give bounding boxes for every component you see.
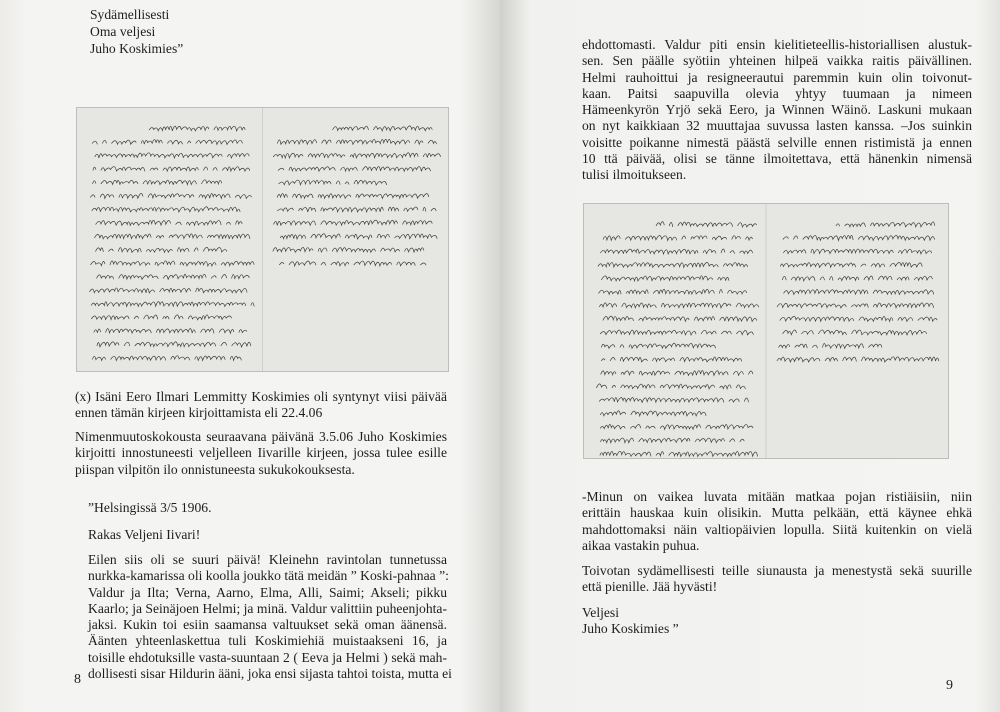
handwriting-stroke <box>97 342 251 347</box>
handwriting-stroke <box>783 330 927 335</box>
handwriting-stroke <box>782 276 932 281</box>
handwriting-stroke <box>783 235 935 240</box>
handwriting-stroke <box>784 290 934 295</box>
text-line: mahdottomaksi näin valtiopäivien lopulla. Siitä kuitenkin on vielä <box>582 521 972 537</box>
handwriting-stroke <box>92 207 240 212</box>
handwriting-stroke <box>601 370 758 375</box>
handwriting-stroke <box>277 139 436 144</box>
handwriting-stroke <box>278 180 386 185</box>
handwriting-stroke <box>94 234 255 239</box>
text-line: että pienille. Jää hyvästi! <box>582 579 718 595</box>
handwriting-stroke <box>596 384 745 389</box>
handwriting-stroke <box>598 263 748 268</box>
handwriting-stroke <box>600 438 744 443</box>
text-line: Valdur ja Ilta; Verna, Aarno, Elma, Alli, Saimi; Akseli; pikku <box>88 584 447 600</box>
footnote <box>75 389 447 422</box>
text-line: Veljesi <box>582 605 619 620</box>
handwriting-stroke <box>779 343 882 348</box>
handwriting-stroke <box>273 247 429 252</box>
text-line: Nimenmuutoskokousta seuraavana päivänä 3.5.06 Juho Koskimies <box>75 429 447 444</box>
text-line: Eilen siis oli se suuri päivä! Kleinehn ravintolan tunnetussa <box>88 552 447 567</box>
text-line: kaan. Paitsi saapuvilla olevia yhtyy tuumaan ja nimeen <box>582 85 972 101</box>
text-line: 10 ttä päivää, olisi se tänne ilmoitettava, että hänenkin nimensä <box>582 151 972 167</box>
handwriting-stroke <box>780 263 927 268</box>
intro-paragraph <box>75 429 447 478</box>
handwriting-stroke <box>280 234 437 239</box>
text-line: toisille ehdotuksille vasta-suuntaan 2 ( Eeva ja Helmi ) sekä mah- <box>88 649 447 665</box>
letter-body <box>88 552 452 682</box>
handwriting-stroke <box>92 140 242 145</box>
handwriting-stroke <box>333 126 433 131</box>
letter-continuation <box>582 37 972 184</box>
right-page <box>500 0 1000 712</box>
handwriting-stroke <box>277 194 429 199</box>
handwriting-stroke <box>656 222 757 227</box>
handwriting-stroke <box>90 193 251 198</box>
handwriting-stroke <box>783 249 931 254</box>
handwriting-stroke <box>600 424 753 429</box>
handwriting-stroke <box>600 451 758 456</box>
letter-paragraph-3 <box>582 563 972 596</box>
handwritten-letter-scan-2 <box>583 203 949 459</box>
handwriting-stroke <box>90 288 248 293</box>
handwritten-letter-scan-1 <box>76 107 449 372</box>
text-line: erittäin hauskaa kuin olisikin. Mutta pelkään, että käynee ehkä <box>582 505 972 521</box>
handwriting-stroke <box>600 330 753 335</box>
text-line: kirjoitti innostuneesti veljelleen Iivarille kirjeen, jossa tulee esille <box>75 445 447 461</box>
handwriting-stroke <box>91 302 254 307</box>
text-line: ennen tämän kirjeen kirjoittamista eli 22.4.06 <box>75 405 323 421</box>
text-line: on nyt kaikkiaan 32 muuttajaa suvussa lasten kanssa. –Jos suinkin <box>582 118 972 134</box>
handwriting-stroke <box>91 315 236 320</box>
text-line: Juho Koskimies ” <box>582 621 679 637</box>
handwriting-stroke <box>92 356 241 361</box>
text-line: Hämeenkyrön Yrjö sekä Eero, ja Winnen Wäinö. Laskuni mukaan <box>582 102 972 118</box>
handwriting-stroke <box>279 261 426 266</box>
text-line: (x) Isäni Eero Ilmari Lemmitty Koskimies oli syntynyt viisi päivää <box>75 389 447 404</box>
letter-date: ”Helsingissä 3/5 1906. <box>88 500 212 515</box>
signoff <box>582 605 679 638</box>
handwriting-stroke <box>600 411 711 416</box>
text-line: nurkka-kamarissa oli koolla joukko tätä meidän ” Koski-pahnaa ”: <box>88 568 449 584</box>
handwriting-stroke <box>599 397 748 402</box>
handwriting-stroke <box>274 220 433 225</box>
handwriting-stroke <box>91 261 255 266</box>
page-number: 8 <box>74 672 81 687</box>
text-line: Helmi rauhoittui ja resigneerautui paremmin kuin olin toivonut- <box>582 69 972 85</box>
text-line: jaksi. Kukin toi esiin saamansa valtuukset sekä oman äänensä. <box>88 617 447 633</box>
letter-paragraph-2 <box>582 489 972 554</box>
handwriting-stroke <box>95 247 226 252</box>
handwriting-stroke <box>95 153 254 158</box>
text-line: Oma veljesi <box>90 24 156 39</box>
handwriting-stroke <box>777 357 939 362</box>
handwriting-stroke <box>93 167 255 172</box>
handwriting-stroke <box>599 303 758 308</box>
text-line: aikaa vastakin puhua. <box>582 537 700 553</box>
handwriting-stroke <box>603 236 752 241</box>
text-line: Sydämellisesti <box>90 7 170 22</box>
handwriting-image <box>77 108 448 371</box>
text-line: Toivotan sydämellisesti teille siunausta ja menestystä sekä suurille <box>582 563 972 578</box>
handwriting-stroke <box>277 207 441 212</box>
handwriting-stroke <box>836 222 940 227</box>
handwriting-stroke <box>780 316 942 321</box>
closing-lines <box>90 6 183 57</box>
handwriting-stroke <box>601 343 715 348</box>
handwriting-stroke <box>600 249 752 254</box>
handwriting-stroke <box>601 357 741 362</box>
text-line: piispan vilpitön ilo onnistuneesta sukukokouksesta. <box>75 461 355 477</box>
text-line: Juho Koskimies” <box>90 41 184 56</box>
handwriting-stroke <box>777 303 934 308</box>
page-number: 9 <box>946 678 953 693</box>
text-line: Äänten yhteenlaskettua tuli Koskimiehiä muistaakseni 16, ja <box>88 633 447 649</box>
handwriting-stroke <box>603 316 762 321</box>
handwriting-stroke <box>601 276 734 281</box>
text-line: -Minun on vaikea luvata mitään matkaa pojan ristiäisiin, niin <box>582 489 972 504</box>
handwriting-stroke <box>278 167 431 172</box>
handwriting-stroke <box>273 153 445 158</box>
text-line: ehdottomasti. Valdur piti ensin kielitieteellis-historiallisen alustuk- <box>582 37 972 52</box>
handwriting-stroke <box>94 329 247 334</box>
letter-greeting: Rakas Veljeni Iivari! <box>88 527 201 542</box>
handwriting-stroke <box>96 220 248 225</box>
handwriting-stroke <box>598 289 751 294</box>
text-line: Kaarlo; ja Seinäjoen Helmi; ja minä. Valdur valittiin puheenjohta- <box>88 600 447 616</box>
handwriting-stroke <box>96 274 249 279</box>
text-line: dollisesti sisar Hildurin ääni, joka ensi sijasta tahtoi toista, mutta ei <box>88 666 452 682</box>
handwriting-stroke <box>93 180 227 185</box>
text-line: tulisi ilmoitukseen. <box>582 167 687 183</box>
handwriting-image <box>584 204 948 458</box>
text-line: sen. Sen päälle syötiin yhteinen hilpeä vaikka raitis päivällinen. <box>582 53 972 69</box>
text-line: voisitte poikanne nimestä päästä selville ennen ristimistä ja ennen <box>582 134 972 150</box>
handwriting-stroke <box>149 126 245 131</box>
